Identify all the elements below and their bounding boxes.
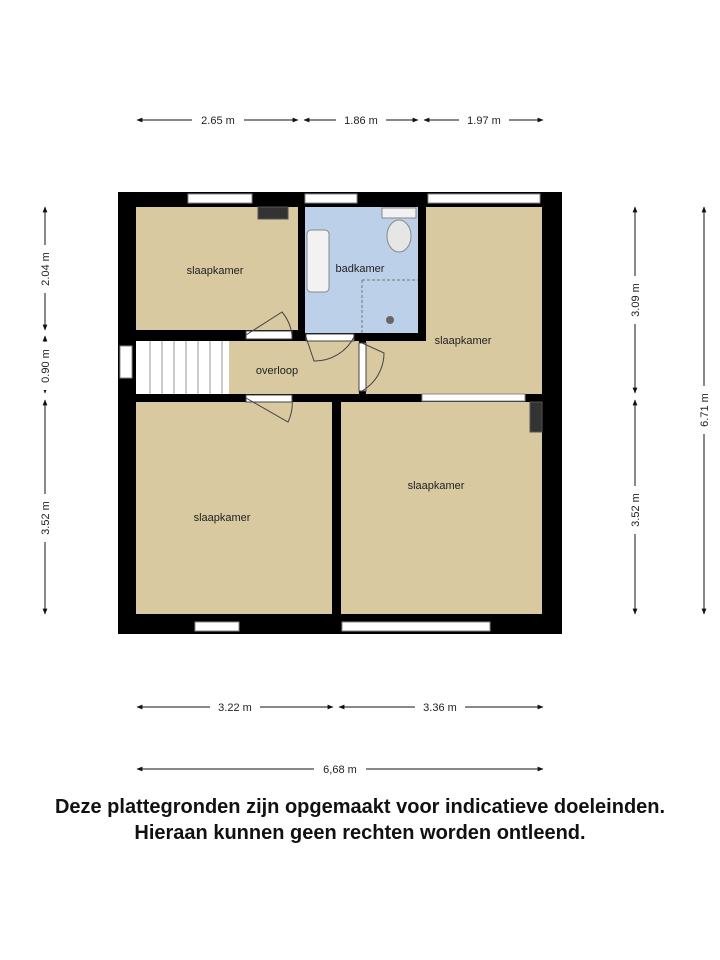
dim-right-2: 3.52 m [630, 493, 642, 527]
window-bath [305, 194, 357, 203]
disclaimer-line-1: Deze plattegronden zijn opgemaakt voor indicatieve doeleinden. [54, 796, 666, 818]
opening-ne-partition [422, 394, 525, 401]
label-slaapkamer-nw: slaapkamer [186, 265, 244, 277]
dim-left-2: 0.90 m [40, 349, 52, 383]
dim-right-total: 6.71 m [699, 393, 711, 427]
label-slaapkamer-ne: slaapkamer [434, 335, 492, 347]
dim-top-3: 1.97 m [467, 115, 501, 127]
dim-bottom-1: 3.22 m [218, 702, 252, 714]
toilet-bowl [387, 220, 411, 252]
label-overloop: overloop [255, 365, 299, 377]
window-nw [188, 194, 252, 203]
duct-se [530, 402, 542, 432]
window-ne [428, 194, 540, 203]
disclaimer-line-2: Hieraan kunnen geen rechten worden ontleend. [134, 822, 586, 844]
window-se [342, 622, 490, 631]
label-slaapkamer-se: slaapkamer [407, 480, 465, 492]
dim-bottom-2: 3.36 m [423, 702, 457, 714]
dim-top-1: 2.65 m [201, 115, 235, 127]
door-ne [359, 343, 366, 391]
dim-right-1: 3.09 m [630, 283, 642, 317]
door-sw [246, 395, 292, 402]
duct-nw [258, 207, 288, 219]
door-bath [306, 334, 354, 341]
floor-slaapkamer-ne [426, 207, 542, 343]
dim-left-1: 2.04 m [40, 252, 52, 286]
floor-slaapkamer-ne-lower [366, 341, 542, 394]
window-sw [195, 622, 239, 631]
label-slaapkamer-sw: slaapkamer [193, 512, 251, 524]
dim-bottom-total: 6,68 m [323, 764, 357, 776]
label-badkamer: badkamer [335, 263, 385, 275]
dim-top-2: 1.86 m [344, 115, 378, 127]
window-stair [120, 346, 132, 378]
floor-slaapkamer-se [341, 402, 542, 614]
dim-left-3: 3.52 m [40, 501, 52, 535]
toilet-tank [382, 208, 416, 218]
sink [307, 230, 329, 292]
shower-drain [386, 316, 394, 324]
door-nw [246, 331, 292, 339]
floor-slaapkamer-sw [136, 402, 332, 614]
